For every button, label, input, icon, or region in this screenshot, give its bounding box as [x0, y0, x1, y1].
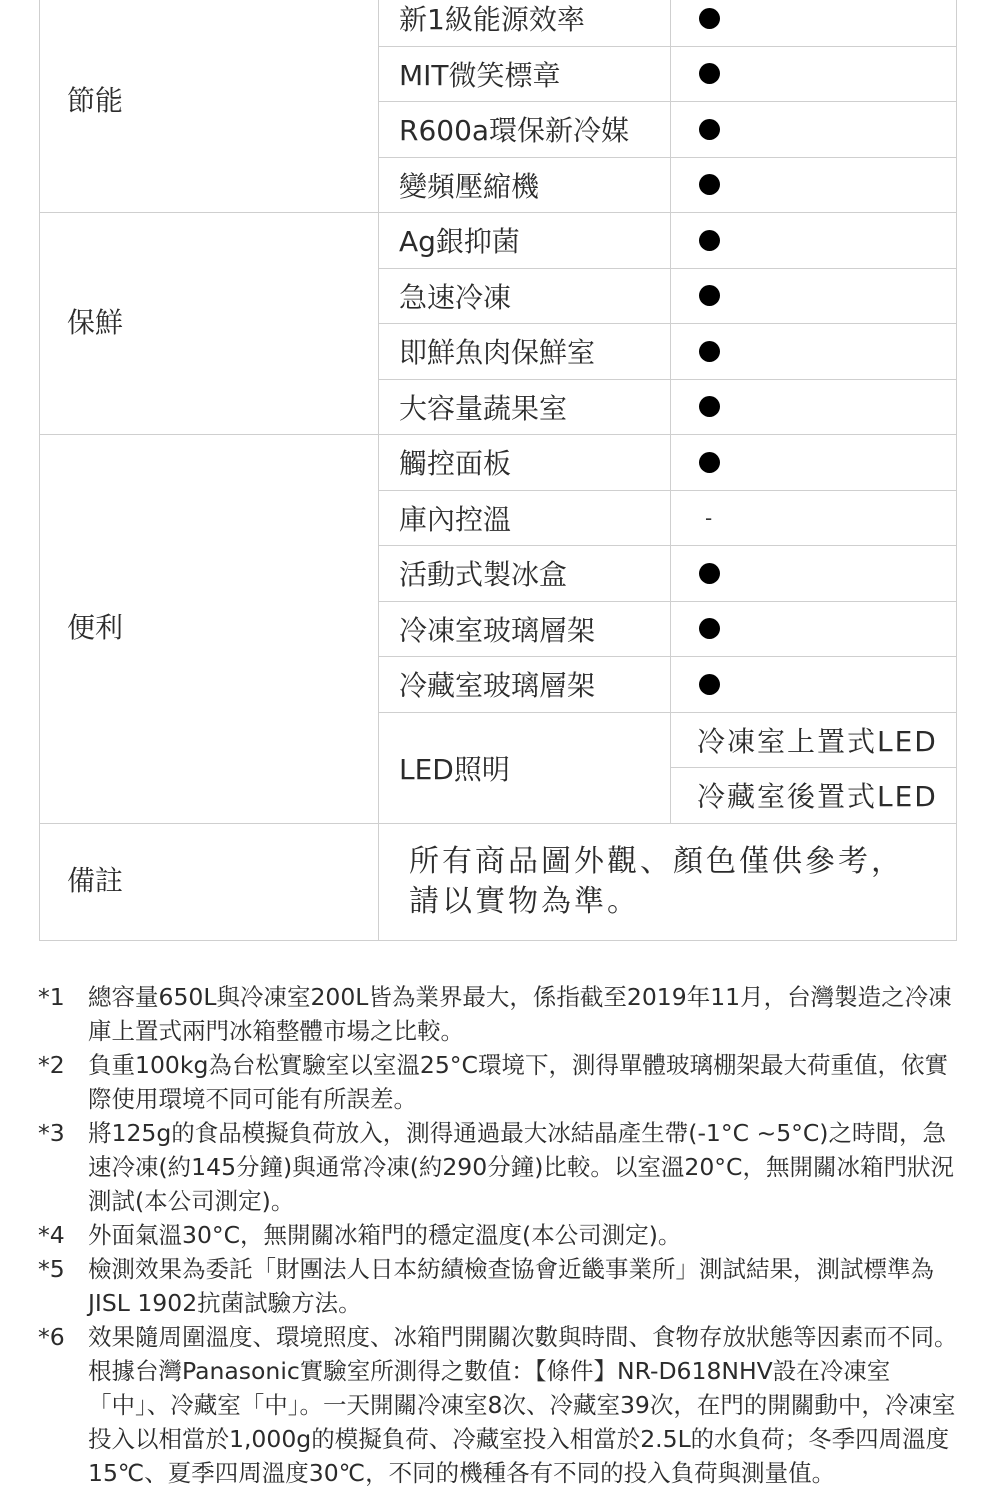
feature-value-cell [671, 268, 957, 324]
feature-value-cell [671, 379, 957, 435]
feature-value-cell [671, 546, 957, 602]
supported-dot-icon [699, 119, 720, 140]
spec-row [40, 0, 957, 46]
not-supported-dash: - [705, 505, 713, 530]
feature-name: 冷藏室玻璃層架 [379, 657, 671, 713]
feature-name: 活動式製冰盒 [379, 546, 671, 602]
footnote-mark: *1 [38, 983, 65, 1011]
supported-dot-icon [699, 618, 720, 639]
supported-dot-icon [699, 452, 720, 473]
footnote-mark: *6 [38, 1323, 65, 1351]
feature-name: 大容量蔬果室 [379, 379, 671, 435]
supported-dot-icon [699, 230, 720, 251]
feature-name: 觸控面板 [379, 435, 671, 491]
remark-line: 所有商品圖外觀、顏色僅供參考， [409, 843, 904, 879]
footnote-mark: *4 [38, 1221, 65, 1249]
category-cell: 節能 [40, 0, 379, 213]
spec-row [40, 435, 957, 491]
remark-line: 請以實物為準。 [409, 883, 640, 919]
footnote-mark: *2 [38, 1051, 65, 1079]
spec-table [39, 0, 957, 941]
feature-value-cell [671, 102, 957, 158]
footnote-item [38, 1320, 958, 1490]
footnote-item [38, 1116, 958, 1218]
feature-value-cell [671, 601, 957, 657]
feature-name: 急速冷凍 [379, 268, 671, 324]
feature-value-cell [671, 46, 957, 102]
supported-dot-icon [699, 563, 720, 584]
footnote-text: 檢測效果為委託「財團法人日本紡績檢查協會近畿事業所」測試結果，測試標準為JISL 1902抗菌試驗方法。 [88, 1255, 934, 1317]
footnotes-list [38, 980, 958, 1490]
feature-value-cell [671, 657, 957, 713]
footnote-item [38, 1048, 958, 1116]
category-cell: 保鮮 [40, 213, 379, 435]
feature-name: 新1級能源效率 [379, 0, 671, 46]
feature-value-cell [671, 157, 957, 213]
footnote-text: 外面氣溫30°C，無開關冰箱門的穩定溫度(本公司測定)。 [88, 1221, 682, 1249]
supported-dot-icon [699, 8, 720, 29]
footnote-text: 將125g的食品模擬負荷放入，測得通過最大冰結晶產生帶(-1°C ~5°C)之時間，急速冷凍(約145分鐘)與通常冷凍(約290分鐘)比較。以室溫20°C，無開關冰箱門狀況測試(本公司測定)。 [88, 1119, 954, 1215]
feature-value-cell [671, 435, 957, 491]
footnote-item [38, 1252, 958, 1320]
footnote-text: 效果隨周圍溫度、環境照度、冰箱門開關次數與時間、食物存放狀態等因素而不同。根據台灣Panasonic實驗室所測得之數值：【條件】NR-D618NHV設在冷凍室「中」、冷藏室「中」。一天開關冷凍室8次、冷藏室39次，在門的開關動中，冷凍室投入以相當於1,000g的模擬負荷、冷藏室投入相當於2.5L的水負荷；冬季四周溫度15℃、夏季四周溫度30℃，不同的機種各有不同的投入負荷與測量值。 [88, 1323, 958, 1487]
feature-name: 變頻壓縮機 [379, 157, 671, 213]
footnote-mark: *5 [38, 1255, 65, 1283]
supported-dot-icon [699, 341, 720, 362]
feature-name: MIT微笑標章 [379, 46, 671, 102]
led-value: 冷凍室上置式LED [671, 712, 957, 768]
footnote-text: 負重100kg為台松實驗室以室溫25°C環境下，測得單體玻璃棚架最大荷重值，依實際使用環境不同可能有所誤差。 [88, 1051, 948, 1113]
remark-row [40, 823, 957, 940]
feature-value-cell [671, 490, 957, 546]
footnote-text: 總容量650L與冷凍室200L皆為業界最大，係指截至2019年11月，台灣製造之冷凍庫上置式兩門冰箱整體市場之比較。 [88, 983, 952, 1045]
led-value: 冷藏室後置式LED [671, 768, 957, 824]
supported-dot-icon [699, 674, 720, 695]
supported-dot-icon [699, 285, 720, 306]
feature-name: 庫內控溫 [379, 490, 671, 546]
feature-name: Ag銀抑菌 [379, 213, 671, 269]
remark-category: 備註 [40, 823, 379, 940]
feature-name: 冷凍室玻璃層架 [379, 601, 671, 657]
supported-dot-icon [699, 396, 720, 417]
footnote-item [38, 1218, 958, 1252]
feature-name: R600a環保新冷媒 [379, 102, 671, 158]
led-feature-name: LED照明 [379, 712, 671, 823]
feature-name: 即鮮魚肉保鮮室 [379, 324, 671, 380]
spec-table-body [40, 0, 957, 940]
remark-text [379, 823, 957, 940]
footnote-mark: *3 [38, 1119, 65, 1147]
supported-dot-icon [699, 63, 720, 84]
feature-value-cell [671, 0, 957, 46]
feature-value-cell [671, 324, 957, 380]
feature-value-cell [671, 213, 957, 269]
category-cell: 便利 [40, 435, 379, 824]
supported-dot-icon [699, 174, 720, 195]
spec-row [40, 213, 957, 269]
footnote-item [38, 980, 958, 1048]
